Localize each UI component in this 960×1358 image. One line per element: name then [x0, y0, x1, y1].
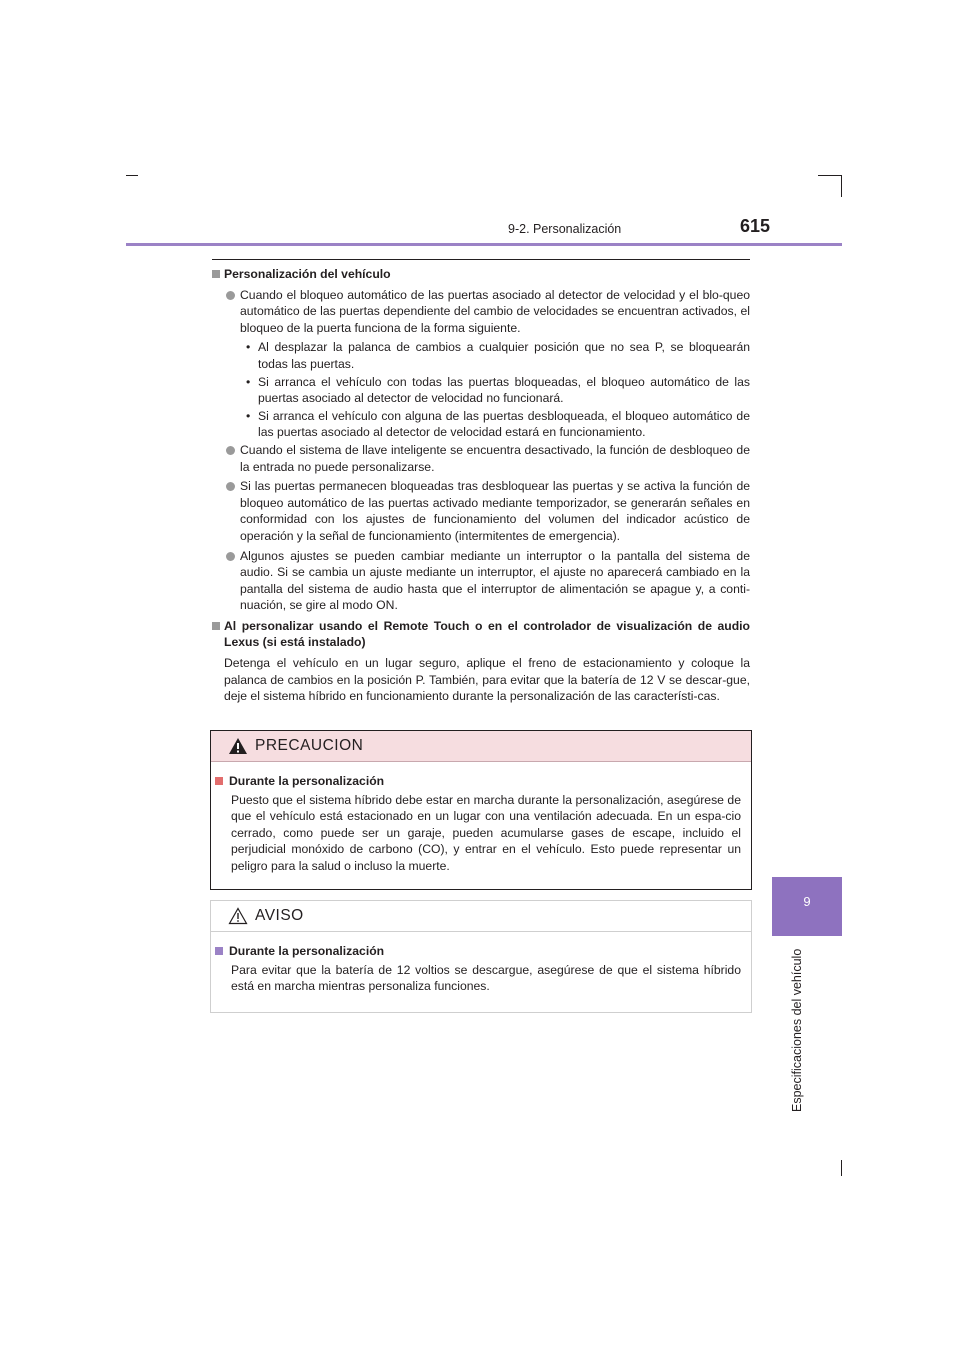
warning-triangle-outline-icon — [228, 907, 248, 925]
sub-bullet-text: Si arranca el vehículo con todas las puertas bloqueadas, el bloqueo automático de las puertas asociado al detector de velocidad no funcionará. — [258, 374, 750, 406]
crop-mark — [841, 175, 842, 197]
notice-title: AVISO — [255, 907, 304, 924]
paragraph: Detenga el vehículo en un lugar seguro, aplique el freno de estacionamiento y coloque la palanca de cambios en la posición P. También, para evitar que la batería de 12 V se descar-gue, deje el sistema híbrido en funcionamiento durante la personalización de las característi-cas. — [224, 656, 750, 704]
bullet-item — [212, 478, 750, 544]
notice-body — [211, 932, 751, 1009]
notice-heading — [215, 943, 741, 960]
bullet-text: Si las puertas permanecen bloqueadas tras desbloquear las puertas y se activa la función de bloqueo automático de las puertas activado mediante temporizador, se generarán señales en conformidad con los ajustes de funcionamiento del volumen del indicador acústico de operación y la señal de funcionamiento (intermitentes de emergencia). — [240, 479, 750, 543]
bullet-text: Algunos ajustes se pueden cambiar mediante un interruptor o la pantalla del sistema de audio. Si se cambia un ajuste mediante un interruptor, el ajuste no aparecerá cambiado en la pantalla del sistema de audio hasta que el interruptor de alimentación se apague y, a conti-nuación, se gire al modo ON. — [240, 548, 750, 613]
section-heading-text: Al personalizar usando el Remote Touch o en el controlador de visualización de audio Lexus (si está instalado) — [224, 618, 750, 650]
dot-bullet-icon: • — [246, 340, 251, 355]
circle-bullet-icon — [226, 482, 235, 491]
section-heading — [212, 618, 750, 651]
square-bullet-icon — [212, 622, 220, 630]
section-heading-text: Personalización del vehículo — [224, 267, 391, 281]
running-header-section: 9-2. Personalización — [508, 222, 622, 236]
notice-header — [211, 901, 751, 932]
caution-title: PRECAUCION — [255, 737, 364, 754]
notice-box — [210, 900, 752, 1013]
caution-heading-text: Durante la personalización — [229, 774, 385, 788]
square-bullet-icon — [215, 947, 223, 955]
square-bullet-icon — [215, 777, 223, 785]
main-content — [212, 266, 750, 705]
square-bullet-icon — [212, 270, 220, 278]
circle-bullet-icon — [226, 446, 235, 455]
chapter-title: Especificaciones del vehículo — [790, 948, 804, 1112]
dot-bullet-icon: • — [246, 408, 251, 423]
page-number: 615 — [740, 216, 771, 236]
chapter-number: 9 — [803, 894, 811, 909]
bullet-item — [212, 287, 750, 337]
circle-bullet-icon — [226, 552, 235, 561]
crop-mark — [818, 175, 842, 176]
crop-mark — [126, 175, 138, 176]
sub-bullet-item — [212, 374, 750, 407]
caution-header — [211, 731, 751, 762]
sub-bullet-text: Si arranca el vehículo con alguna de las puertas desbloqueada, el bloqueo automático de las puertas asociado al detector de velocidad estará en funcionamiento. — [258, 408, 750, 440]
bullet-text: Cuando el sistema de llave inteligente se encuentra desactivado, la función de desbloqueo de la entrada no puede personalizarse. — [240, 442, 750, 474]
sub-bullet-text: Al desplazar la palanca de cambios a cualquier posición que no sea P, se bloquearán todas las puertas. — [258, 340, 750, 371]
notice-heading-text: Durante la personalización — [229, 944, 385, 958]
circle-bullet-icon — [226, 291, 235, 300]
crop-mark — [841, 1160, 842, 1176]
bullet-item — [212, 442, 750, 475]
section-heading — [212, 266, 750, 283]
warning-triangle-icon — [228, 737, 248, 755]
caution-body — [211, 762, 751, 889]
notice-text: Para evitar que la batería de 12 voltios se descargue, asegúrese de que el sistema híbrido está en marcha mientras personaliza funciones. — [231, 962, 741, 994]
dot-bullet-icon: • — [246, 374, 251, 389]
bullet-text: Cuando el bloqueo automático de las puertas asociado al detector de velocidad y el blo-queo automático de las puertas dependiente del cambio de velocidades se encuentran activados, el bloqueo de la puerta funciona de la forma siguiente. — [240, 287, 750, 335]
sub-bullet-item — [212, 408, 750, 441]
header-rule — [126, 243, 842, 246]
caution-box — [210, 730, 752, 890]
chapter-tab[interactable] — [772, 877, 842, 936]
bullet-item — [212, 548, 750, 614]
caution-heading — [215, 773, 741, 790]
sub-bullet-item — [212, 339, 750, 372]
caution-text: Puesto que el sistema híbrido debe estar en marcha durante la personalización, asegúrese de que el vehículo está estacionado en un lugar con una ventilación adecuada. En un espa-cio cerrado, como puede ser un garaje, pueden acumularse gases de escape, incluido el perjudicial monóxido de carbono (CO), y entrar en el vehículo. Esto puede representar un peligro para la salud o incluso la muerte. — [231, 792, 741, 873]
content-top-rule — [212, 259, 750, 260]
